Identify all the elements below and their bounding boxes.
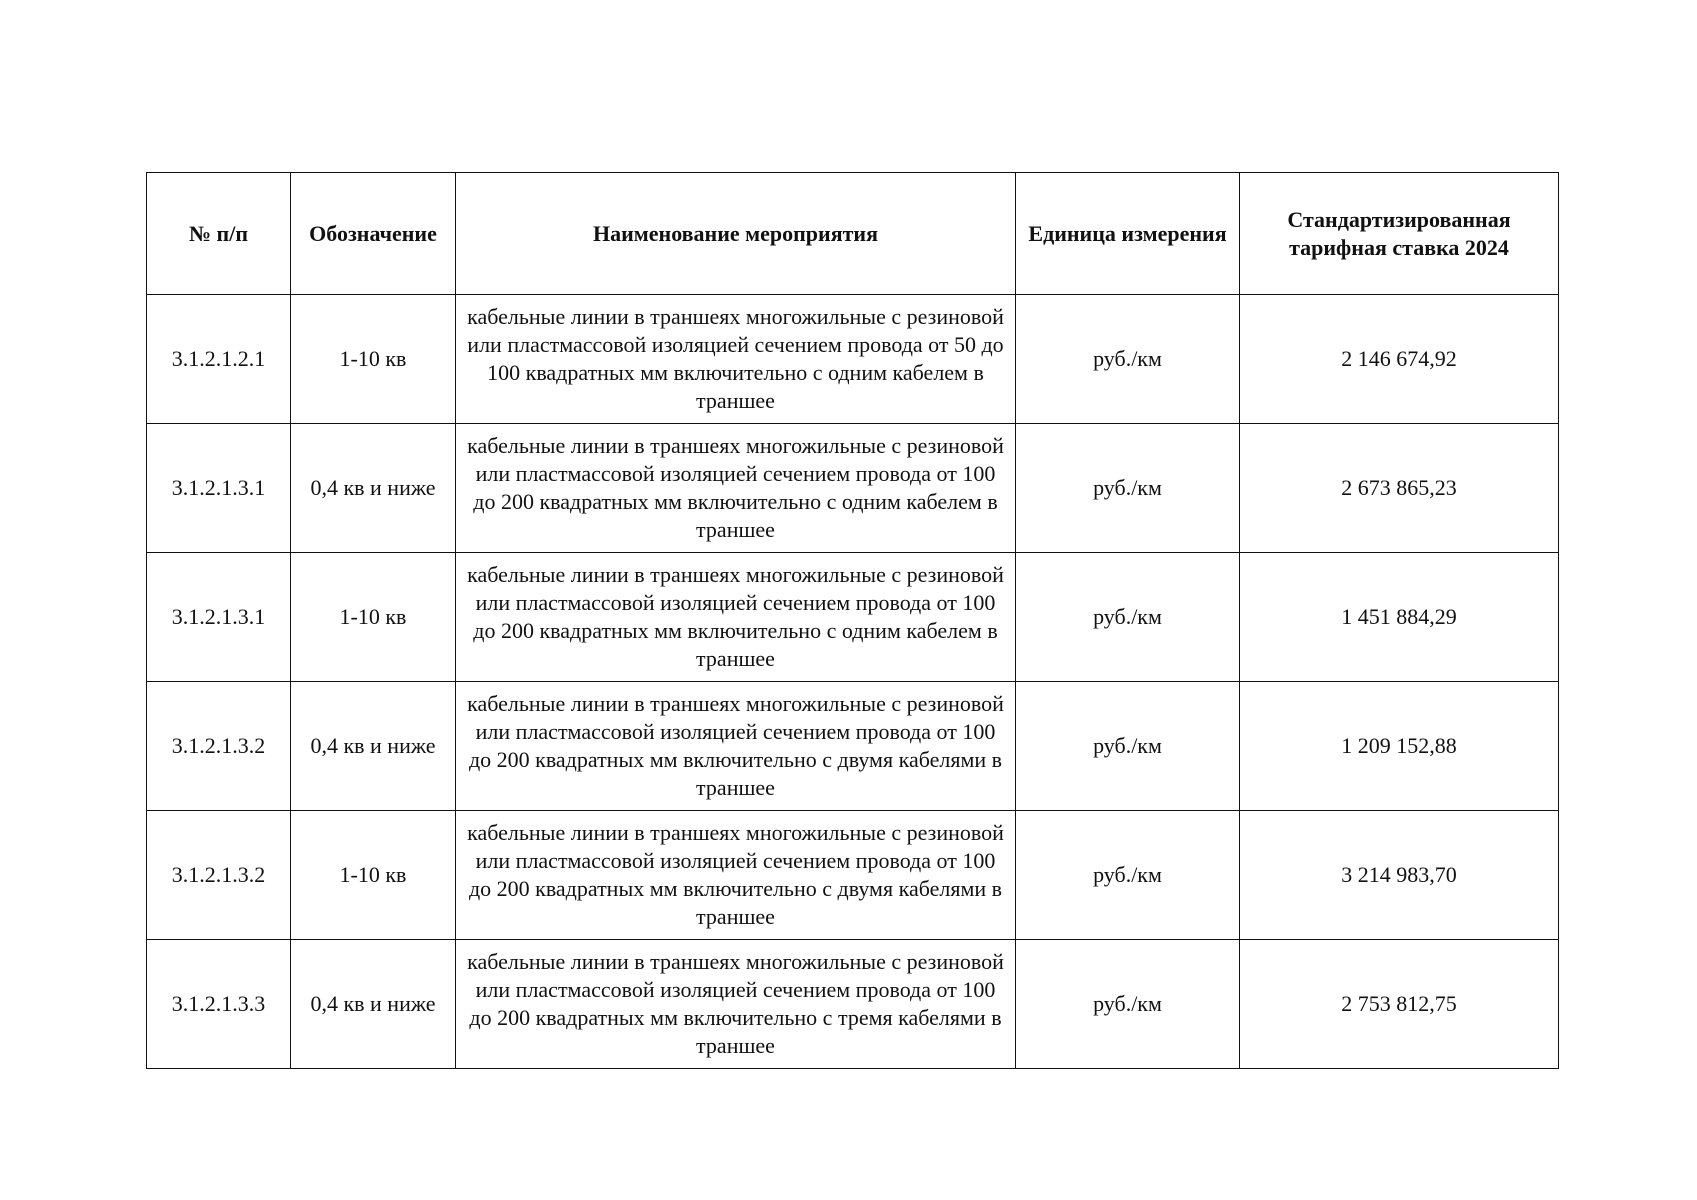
cell-num: 3.1.2.1.3.1 [147, 553, 291, 682]
cell-num: 3.1.2.1.3.2 [147, 682, 291, 811]
header-num: № п/п [147, 173, 291, 295]
cell-name: кабельные линии в траншеях многожильные с резиновой или пластмассовой изоляцией сечением провода от 100 до 200 квадратных мм включительно с тремя кабелями в траншее [456, 940, 1016, 1069]
cell-name: кабельные линии в траншеях многожильные с резиновой или пластмассовой изоляцией сечением провода от 100 до 200 квадратных мм включительно с двумя кабелями в траншее [456, 811, 1016, 940]
cell-code: 1-10 кв [291, 811, 456, 940]
cell-code: 0,4 кв и ниже [291, 424, 456, 553]
table-row [147, 682, 1559, 811]
table-header [147, 173, 1559, 295]
table-row [147, 940, 1559, 1069]
cell-rate: 1 451 884,29 [1240, 553, 1559, 682]
cell-unit: руб./км [1016, 940, 1240, 1069]
header-name: Наименование мероприятия [456, 173, 1016, 295]
cell-unit: руб./км [1016, 682, 1240, 811]
header-rate: Стандартизированная тарифная ставка 2024 [1240, 173, 1559, 295]
cell-code: 0,4 кв и ниже [291, 682, 456, 811]
header-code: Обозначение [291, 173, 456, 295]
cell-rate: 2 673 865,23 [1240, 424, 1559, 553]
tariff-table [146, 172, 1559, 1069]
table-row [147, 553, 1559, 682]
cell-unit: руб./км [1016, 424, 1240, 553]
cell-rate: 2 146 674,92 [1240, 295, 1559, 424]
cell-name: кабельные линии в траншеях многожильные с резиновой или пластмассовой изоляцией сечением провода от 50 до 100 квадратных мм включительно с одним кабелем в траншее [456, 295, 1016, 424]
cell-name: кабельные линии в траншеях многожильные с резиновой или пластмассовой изоляцией сечением провода от 100 до 200 квадратных мм включительно с двумя кабелями в траншее [456, 682, 1016, 811]
cell-rate: 1 209 152,88 [1240, 682, 1559, 811]
header-unit: Единица измерения [1016, 173, 1240, 295]
table-row [147, 811, 1559, 940]
cell-unit: руб./км [1016, 553, 1240, 682]
cell-name: кабельные линии в траншеях многожильные с резиновой или пластмассовой изоляцией сечением провода от 100 до 200 квадратных мм включительно с одним кабелем в траншее [456, 424, 1016, 553]
cell-unit: руб./км [1016, 811, 1240, 940]
header-row [147, 173, 1559, 295]
cell-rate: 3 214 983,70 [1240, 811, 1559, 940]
cell-rate: 2 753 812,75 [1240, 940, 1559, 1069]
cell-code: 0,4 кв и ниже [291, 940, 456, 1069]
cell-num: 3.1.2.1.3.3 [147, 940, 291, 1069]
cell-num: 3.1.2.1.3.1 [147, 424, 291, 553]
table-row [147, 424, 1559, 553]
table-row [147, 295, 1559, 424]
cell-code: 1-10 кв [291, 553, 456, 682]
cell-name: кабельные линии в траншеях многожильные с резиновой или пластмассовой изоляцией сечением провода от 100 до 200 квадратных мм включительно с одним кабелем в траншее [456, 553, 1016, 682]
cell-code: 1-10 кв [291, 295, 456, 424]
cell-unit: руб./км [1016, 295, 1240, 424]
table-body [147, 295, 1559, 1069]
cell-num: 3.1.2.1.3.2 [147, 811, 291, 940]
cell-num: 3.1.2.1.2.1 [147, 295, 291, 424]
